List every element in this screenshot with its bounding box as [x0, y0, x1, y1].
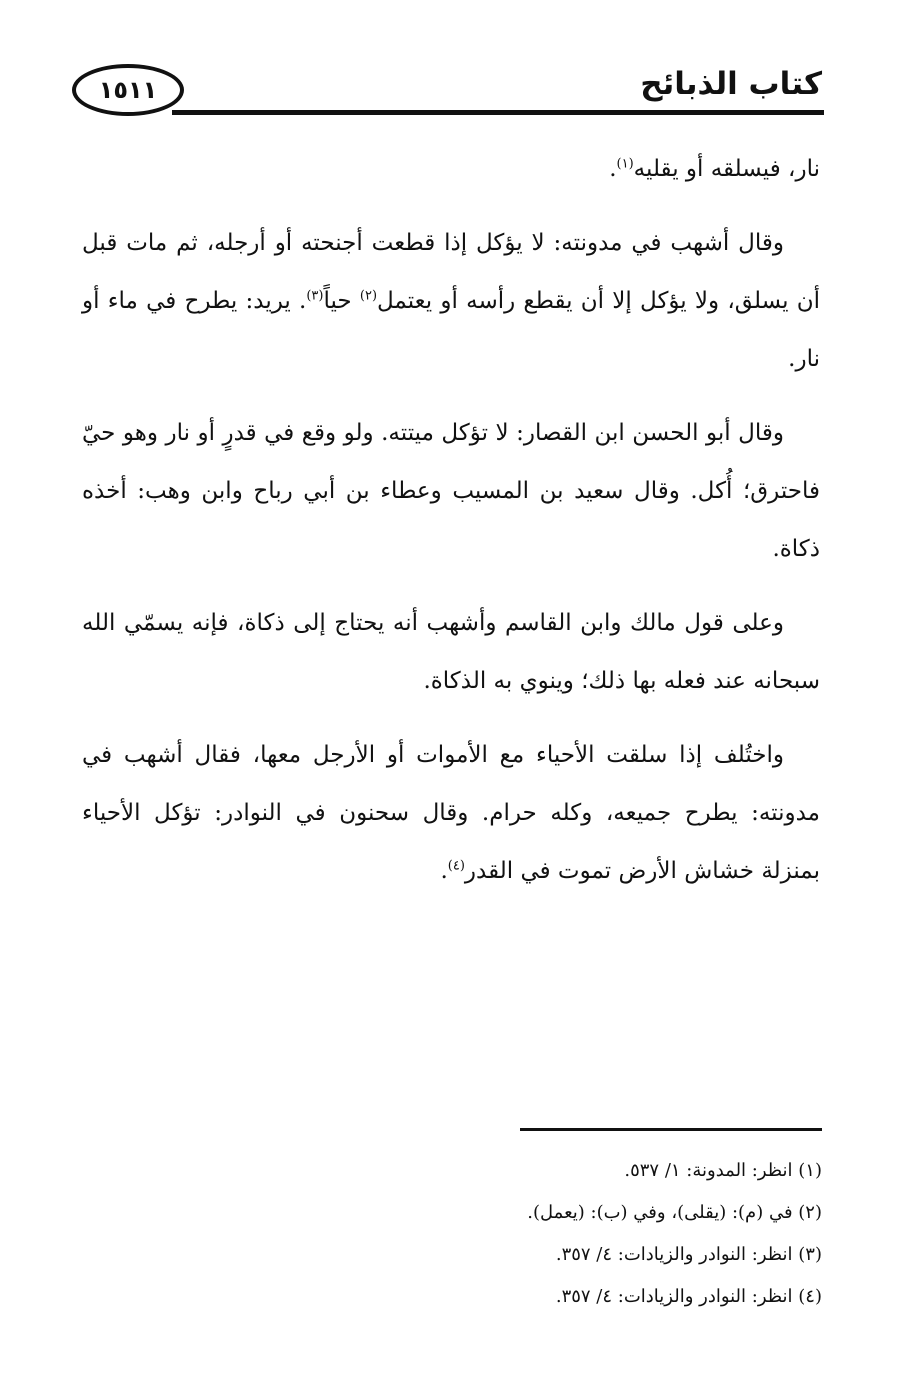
footnote-1: (١) انظر: المدونة: ١/ ٥٣٧. — [624, 1160, 822, 1181]
footnote-ref: (٤) — [447, 858, 465, 874]
paragraph-text: وقال أشهب في مدونته: لا يؤكل إذا قطعت أجنحته أو أرجله، ثم مات قبل أن يسلق، ولا يؤكل إلا أن يقطع رأسه أو يعتمل — [82, 230, 820, 314]
footnote-2: (٢) في (م): (يقلى)، وفي (ب): (يعمل). — [527, 1202, 822, 1223]
footnote-ref: (٣) — [306, 288, 324, 304]
footnote-3: (٣) انظر: النوادر والزيادات: ٤/ ٣٥٧. — [555, 1244, 822, 1265]
header-rule — [172, 110, 824, 115]
paragraph-text: . يريد: يطرح في ماء أو نار. — [82, 288, 820, 372]
paragraph-text: نار، فيسلقه أو يقليه — [633, 156, 820, 182]
footnotes — [420, 1150, 822, 1318]
page-number: ١٥١١ — [72, 64, 184, 116]
footnote-ref: (٢) — [359, 288, 378, 304]
running-title: كتاب الذبائح — [630, 62, 822, 106]
paragraph-text: . — [440, 858, 448, 884]
paragraph-text: وعلى قول مالك وابن القاسم وأشهب أنه يحتاج إلى ذكاة، فإنه يسمّي الله سبحانه عند فعله بها ذلك؛ وينوي به الذكاة. — [82, 610, 820, 694]
paragraph-text: واختُلف إذا سلقت الأحياء مع الأموات أو الأرجل معها، فقال أشهب في مدونته: يطرح جميعه، وكله حرام. وقال سحنون في النوادر: تؤكل الأحياء بمنزلة خشاش الأرض تموت في القدر — [82, 742, 820, 884]
paragraph-5 — [82, 726, 820, 900]
paragraph-2 — [82, 214, 820, 388]
footnote-ref: (١) — [616, 156, 634, 172]
footnote-separator — [520, 1128, 822, 1131]
page-header — [72, 60, 824, 122]
paragraph-1 — [82, 140, 820, 198]
paragraph-text: حياً — [323, 288, 360, 314]
paragraph-4 — [82, 594, 820, 710]
main-text — [82, 140, 820, 916]
paragraph-text: وقال أبو الحسن ابن القصار: لا تؤكل ميتته. ولو وقع في قدرٍ أو نار وهو حيّ فاحترق؛ أُكل. وقال سعيد بن المسيب وعطاء بن أبي رباح وابن وهب: أخذه ذكاة. — [82, 420, 820, 562]
paragraph-3 — [82, 404, 820, 578]
footnote-4: (٤) انظر: النوادر والزيادات: ٤/ ٣٥٧. — [555, 1286, 822, 1307]
paragraph-text: . — [609, 156, 617, 182]
